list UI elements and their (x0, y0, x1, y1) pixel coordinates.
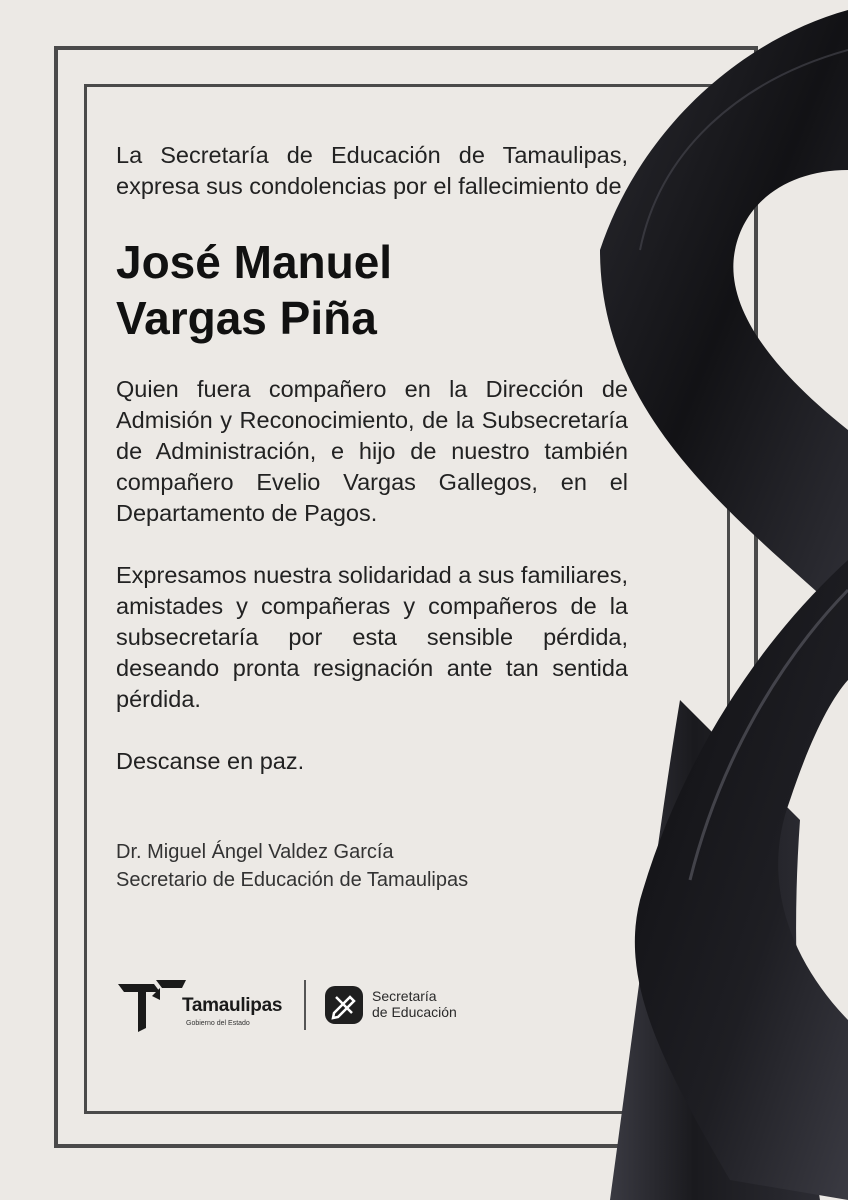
deceased-name (116, 234, 628, 346)
secretaria-line1: Secretaría (372, 988, 437, 1004)
secretaria-educacion-icon (324, 985, 364, 1025)
tamaulipas-subtitle: Gobierno del Estado (186, 1020, 250, 1027)
paragraph-solidarity: Expresamos nuestra solidaridad a sus familiares, amistades y compañeras y compañeros de la subsecretaría por esta sensible pérdida, deseando pronta resignación ante tan sentida pérdida. (116, 562, 629, 712)
tamaulipas-name: Tamaulipas (182, 995, 283, 1016)
rest-in-peace-text: Descanse en paz. (116, 748, 305, 774)
logos-footer (116, 978, 496, 1034)
signature-block (116, 838, 468, 894)
message-body (116, 140, 628, 777)
signature-name: Dr. Miguel Ángel Valdez García (116, 841, 394, 863)
deceased-name-line1: José Manuel (116, 236, 393, 288)
logo-divider (304, 980, 306, 1030)
intro-text: La Secretaría de Educación de Tamaulipas, expresa sus condolencias por el fallecimiento de (116, 142, 628, 199)
deceased-name-line2: Vargas Piña (116, 292, 377, 344)
paragraph-relationship: Quien fuera compañero en la Dirección de Admisión y Reconocimiento, de la Subsecretaría de Administración, e hijo de nuestro también compañero Evelio Vargas Gallegos, en el Departamento de Pagos. (116, 376, 628, 526)
secretaria-line2: de Educación (372, 1004, 457, 1020)
secretaria-text (372, 988, 457, 1020)
signature-title: Secretario de Educación de Tamaulipas (116, 869, 469, 891)
tamaulipas-logo-icon (116, 978, 188, 1034)
